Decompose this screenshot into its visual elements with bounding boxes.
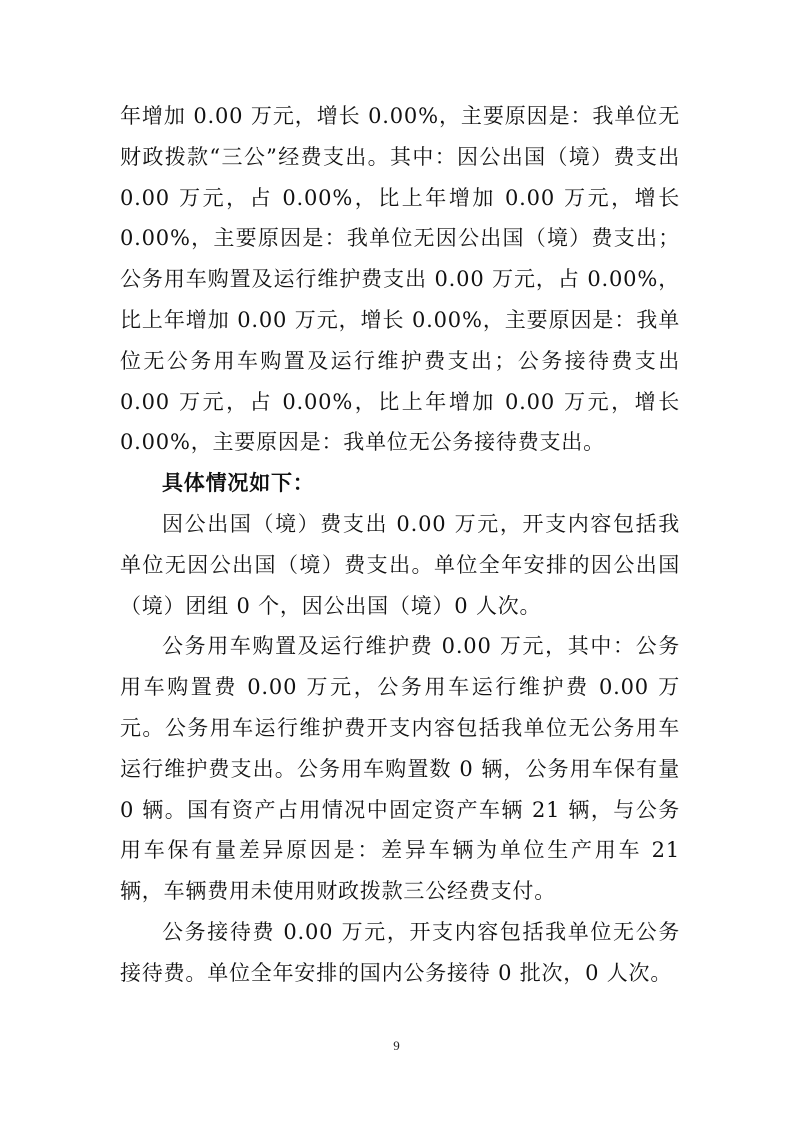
paragraph-overseas-travel: 因公出国（境）费支出 0.00 万元，开支内容包括我单位无因公出国（境）费支出。单位全年安排的因公出国（境）团组 0 个，因公出国（境）0 人次。	[120, 511, 680, 618]
page-number: 9	[393, 1038, 400, 1053]
paragraph-official-reception: 公务接待费 0.00 万元，开支内容包括我单位无公务接待费。单位全年安排的国内公务接待 0 批次，0 人次。	[120, 919, 680, 985]
paragraph-three-public-expenses-summary: 年增加 0.00 万元，增长 0.00%，主要原因是：我单位无财政拨款“三公”经费支出。其中：因公出国（境）费支出 0.00 万元，占 0.00%，比上年增加 0.00 万元，增长 0.00%，主要原因是：我单位无因公出国（境）费支出；公务用车购置及运行维护费支出 0.00 万元，占 0.00%，比上年增加 0.00 万元，增长 0.00%，主要原因是：我单位无公务用车购置及运行维护费支出；公务接待费支出 0.00 万元，占 0.00%，比上年增加 0.00 万元，增长 0.00%，主要原因是：我单位无公务接待费支出。	[120, 104, 680, 455]
paragraph-official-vehicles: 公务用车购置及运行维护费 0.00 万元，其中：公务用车购置费 0.00 万元，公务用车运行维护费 0.00 万元。公务用车运行维护费开支内容包括我单位无公务用车运行维护费支出。公务用车购置数 0 辆，公务用车保有量 0 辆。国有资产占用情况中固定资产车辆 21 辆，与公务用车保有量差异原因是：差异车辆为单位生产用车 21 辆，车辆费用未使用财政拨款三公经费支付。	[120, 634, 680, 904]
section-heading: 具体情况如下：	[162, 471, 315, 496]
document-body	[120, 96, 680, 994]
